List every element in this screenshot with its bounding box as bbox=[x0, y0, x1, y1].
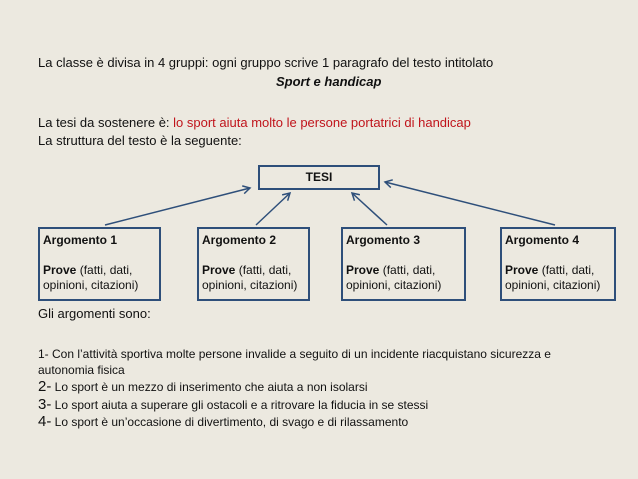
arrow-arg4-to-tesi bbox=[385, 182, 555, 225]
list-item-text: Con l’attività sportiva molte persone invalide a seguito di un incidente riacquistano sicurezza e bbox=[48, 347, 551, 361]
argument-box-2 bbox=[197, 227, 310, 301]
list-item bbox=[38, 414, 408, 430]
argument-box-1 bbox=[38, 227, 161, 301]
thesis-line bbox=[38, 115, 471, 131]
list-item-num: 3- bbox=[38, 396, 52, 413]
argument-prove bbox=[202, 263, 308, 293]
arrow-arg2-to-tesi bbox=[256, 193, 290, 225]
argument-box-4 bbox=[500, 227, 616, 301]
list-item-num: 4- bbox=[38, 413, 52, 430]
tesi-box: TESI bbox=[258, 165, 380, 190]
arguments-heading: Gli argomenti sono: bbox=[38, 306, 151, 321]
prove-label: Prove bbox=[43, 263, 77, 277]
list-item-num: 2- bbox=[38, 378, 52, 395]
argument-prove bbox=[346, 263, 464, 293]
argument-head: Argomento 3 bbox=[346, 233, 421, 247]
list-item bbox=[38, 362, 125, 378]
prove-label: Prove bbox=[505, 263, 539, 277]
argument-head: Argomento 4 bbox=[505, 233, 580, 247]
argument-head: Argomento 2 bbox=[202, 233, 277, 247]
prove-text: (fatti, dati, opinioni, citazioni) bbox=[505, 263, 601, 292]
list-item-text: Lo sport aiuta a superare gli ostacoli e a ritrovare la fiducia in se stessi bbox=[51, 398, 429, 412]
prove-text: (fatti, dati, opinioni, citazioni) bbox=[346, 263, 442, 292]
thesis-text: lo sport aiuta molto le persone portatrici di handicap bbox=[173, 115, 471, 130]
prove-label: Prove bbox=[346, 263, 380, 277]
list-item-text: Lo sport è un’occasione di divertimento, di svago e di rilassamento bbox=[51, 415, 409, 429]
list-item-text: autonomia fisica bbox=[38, 363, 125, 377]
thesis-prefix: La tesi da sostenere è: bbox=[38, 115, 174, 130]
list-item bbox=[38, 379, 368, 395]
argument-prove bbox=[43, 263, 155, 293]
arrow-arg3-to-tesi bbox=[352, 193, 387, 225]
list-item-num: 1- bbox=[38, 347, 49, 361]
prove-label: Prove bbox=[202, 263, 236, 277]
argument-prove bbox=[505, 263, 614, 293]
list-item bbox=[38, 397, 428, 413]
structure-line: La struttura del testo è la seguente: bbox=[38, 133, 242, 148]
list-item-text: Lo sport è un mezzo di inserimento che aiuta a non isolarsi bbox=[51, 380, 368, 394]
argument-box-3 bbox=[341, 227, 466, 301]
prove-text: (fatti, dati, opinioni, citazioni) bbox=[43, 263, 139, 292]
list-item bbox=[38, 346, 551, 362]
prove-text: (fatti, dati, opinioni, citazioni) bbox=[202, 263, 298, 292]
arrow-arg1-to-tesi bbox=[105, 188, 250, 225]
intro-line: La classe è divisa in 4 gruppi: ogni gruppo scrive 1 paragrafo del testo intitolato bbox=[38, 55, 494, 70]
text-title: Sport e handicap bbox=[276, 74, 382, 89]
argument-head: Argomento 1 bbox=[43, 233, 118, 247]
